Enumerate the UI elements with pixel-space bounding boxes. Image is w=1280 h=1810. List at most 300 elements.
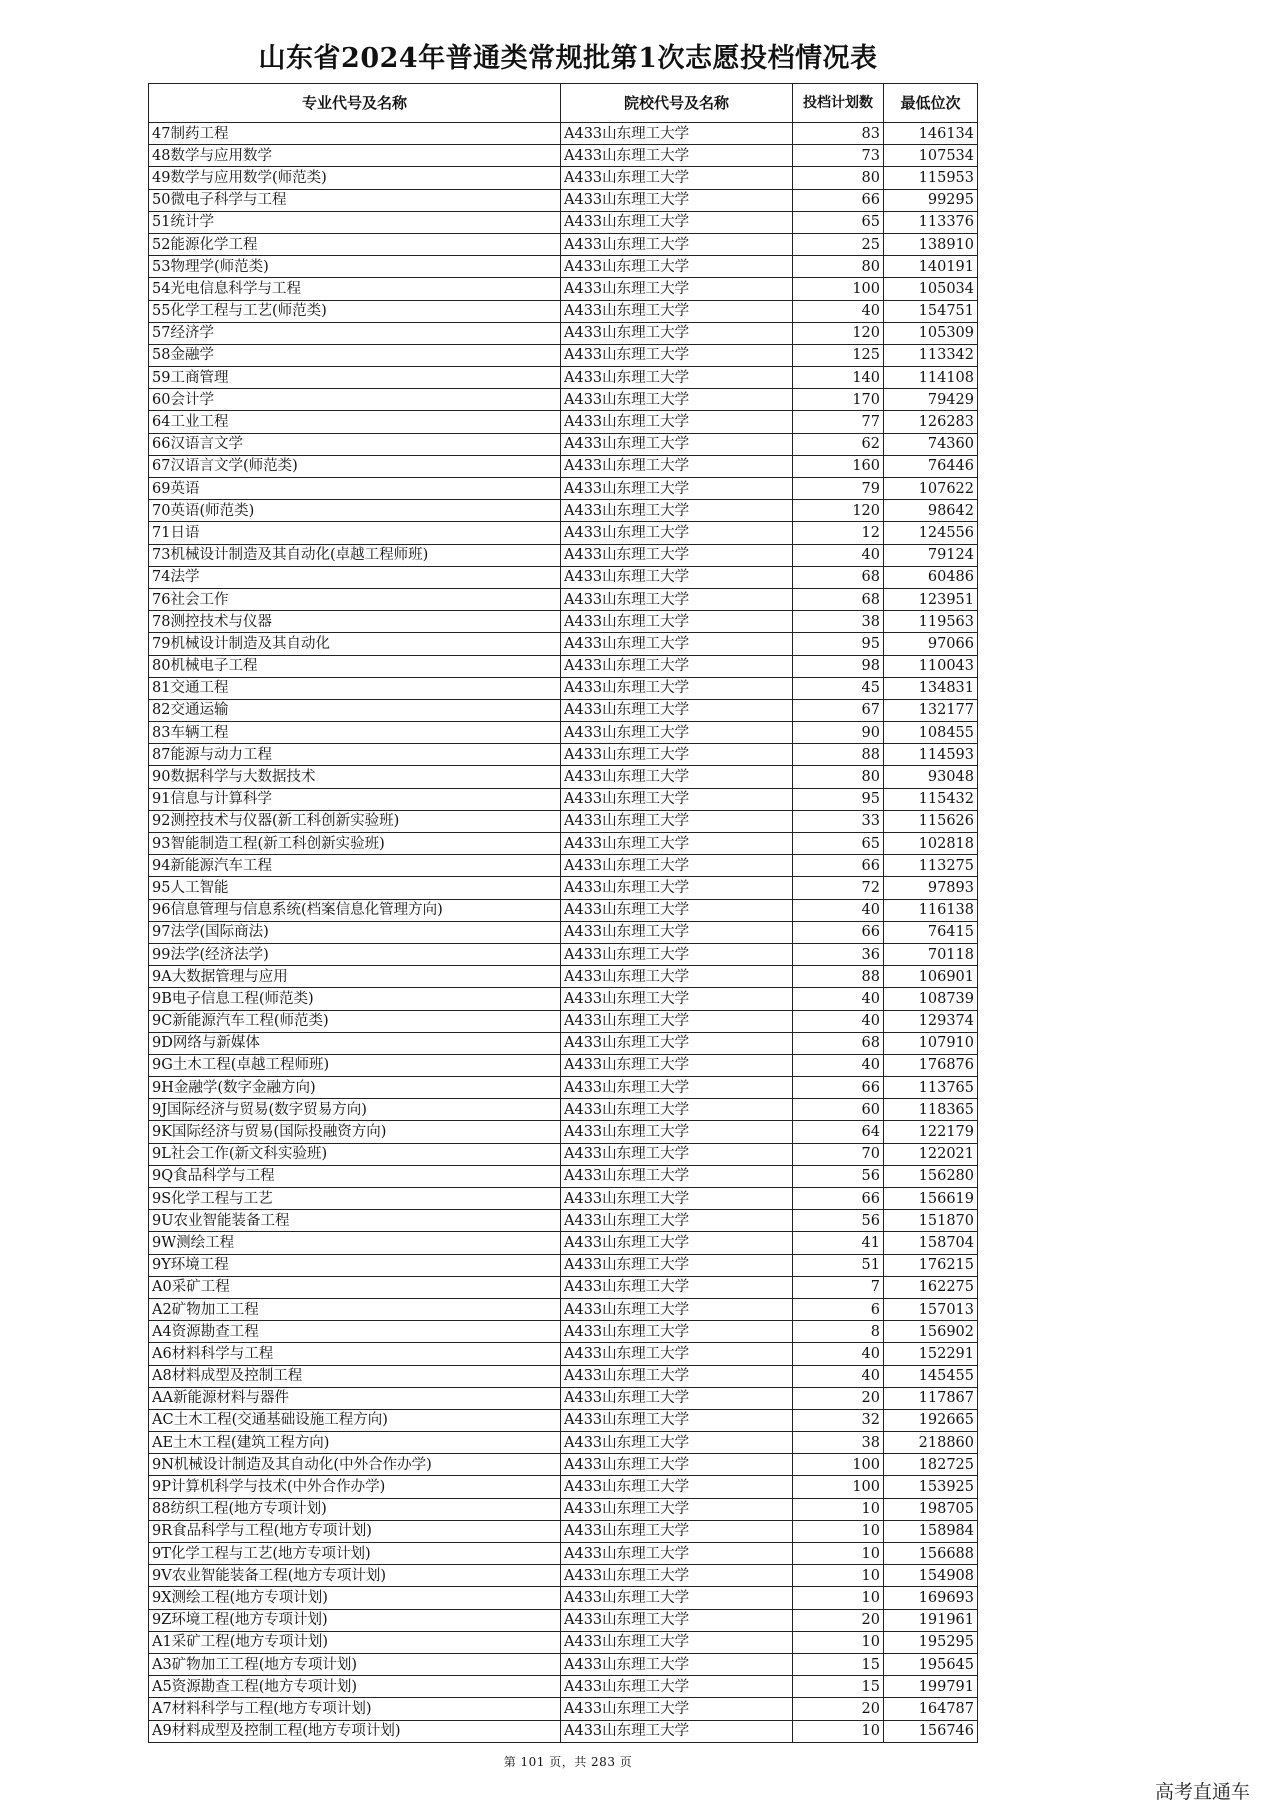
plan-cell: 40: [793, 1343, 884, 1365]
table-row: [149, 1298, 978, 1320]
table-row: [149, 256, 978, 278]
plan-cell: 40: [793, 1365, 884, 1387]
school-cell: A433山东理工大学: [561, 1409, 793, 1431]
page-title: 山东省2024年普通类常规批第1次志愿投档情况表: [258, 43, 878, 74]
plan-cell: 40: [793, 988, 884, 1010]
major-cell: 53物理学(师范类): [149, 256, 561, 278]
plan-cell: 100: [793, 1476, 884, 1498]
rank-cell: 169693: [884, 1587, 978, 1609]
table-row: [149, 278, 978, 300]
plan-cell: 10: [793, 1543, 884, 1565]
school-cell: A433山东理工大学: [561, 1476, 793, 1498]
table-row: [149, 1077, 978, 1099]
rank-cell: 113765: [884, 1077, 978, 1099]
major-cell: 64工业工程: [149, 411, 561, 433]
plan-cell: 56: [793, 1165, 884, 1187]
major-cell: 9U农业智能装备工程: [149, 1210, 561, 1232]
rank-cell: 192665: [884, 1409, 978, 1431]
rank-cell: 119563: [884, 611, 978, 633]
major-cell: A6材料科学与工程: [149, 1343, 561, 1365]
plan-cell: 10: [793, 1720, 884, 1742]
table-row: [149, 211, 978, 233]
major-cell: 80机械电子工程: [149, 655, 561, 677]
plan-cell: 67: [793, 699, 884, 721]
rank-cell: 115626: [884, 810, 978, 832]
plan-cell: 125: [793, 344, 884, 366]
plan-cell: 38: [793, 1432, 884, 1454]
table-row: [149, 1520, 978, 1542]
table-row: [149, 744, 978, 766]
table-row: [149, 522, 978, 544]
school-cell: A433山东理工大学: [561, 1343, 793, 1365]
plan-cell: 45: [793, 677, 884, 699]
plan-cell: 15: [793, 1676, 884, 1698]
major-cell: 71日语: [149, 522, 561, 544]
plan-cell: 40: [793, 899, 884, 921]
table-row: [149, 566, 978, 588]
school-cell: A433山东理工大学: [561, 211, 793, 233]
major-cell: 66汉语言文学: [149, 433, 561, 455]
plan-cell: 41: [793, 1232, 884, 1254]
school-cell: A433山东理工大学: [561, 1720, 793, 1742]
table-row: [149, 1254, 978, 1276]
rank-cell: 134831: [884, 677, 978, 699]
plan-cell: 10: [793, 1498, 884, 1520]
major-cell: 9D网络与新媒体: [149, 1032, 561, 1054]
plan-cell: 66: [793, 921, 884, 943]
table-row: [149, 677, 978, 699]
rank-cell: 132177: [884, 699, 978, 721]
major-cell: 9C新能源汽车工程(师范类): [149, 1010, 561, 1032]
rank-cell: 98642: [884, 500, 978, 522]
admission-table: [148, 83, 978, 1743]
table-row: [149, 1454, 978, 1476]
plan-cell: 8: [793, 1321, 884, 1343]
rank-cell: 113275: [884, 855, 978, 877]
table-row: [149, 1143, 978, 1165]
rank-cell: 126283: [884, 411, 978, 433]
major-cell: A9材料成型及控制工程(地方专项计划): [149, 1720, 561, 1742]
school-cell: A433山东理工大学: [561, 921, 793, 943]
table-row: [149, 433, 978, 455]
table-row: [149, 233, 978, 255]
plan-cell: 40: [793, 1010, 884, 1032]
plan-cell: 77: [793, 411, 884, 433]
major-cell: 48数学与应用数学: [149, 145, 561, 167]
school-cell: A433山东理工大学: [561, 344, 793, 366]
table-row: [149, 1188, 978, 1210]
table-row: [149, 1276, 978, 1298]
school-cell: A433山东理工大学: [561, 1188, 793, 1210]
rank-cell: 156280: [884, 1165, 978, 1187]
plan-cell: 95: [793, 633, 884, 655]
major-cell: 78测控技术与仪器: [149, 611, 561, 633]
school-cell: A433山东理工大学: [561, 455, 793, 477]
major-cell: 90数据科学与大数据技术: [149, 766, 561, 788]
table-row: [149, 1232, 978, 1254]
school-cell: A433山东理工大学: [561, 367, 793, 389]
major-cell: 9K国际经济与贸易(国际投融资方向): [149, 1121, 561, 1143]
rank-cell: 117867: [884, 1387, 978, 1409]
rank-cell: 99295: [884, 189, 978, 211]
major-cell: 82交通运输: [149, 699, 561, 721]
plan-cell: 40: [793, 544, 884, 566]
major-cell: 60会计学: [149, 389, 561, 411]
table-row: [149, 167, 978, 189]
school-cell: A433山东理工大学: [561, 788, 793, 810]
table-body: [149, 123, 978, 1743]
rank-cell: 199791: [884, 1676, 978, 1698]
school-cell: A433山东理工大学: [561, 256, 793, 278]
rank-cell: 164787: [884, 1698, 978, 1720]
major-cell: 79机械设计制造及其自动化: [149, 633, 561, 655]
school-cell: A433山东理工大学: [561, 899, 793, 921]
plan-cell: 20: [793, 1387, 884, 1409]
rank-cell: 74360: [884, 433, 978, 455]
plan-cell: 10: [793, 1631, 884, 1653]
school-cell: A433山东理工大学: [561, 566, 793, 588]
plan-cell: 140: [793, 367, 884, 389]
major-cell: A4资源勘查工程: [149, 1321, 561, 1343]
table-row: [149, 322, 978, 344]
table-row: [149, 1698, 978, 1720]
rank-cell: 116138: [884, 899, 978, 921]
rank-cell: 162275: [884, 1276, 978, 1298]
rank-cell: 114593: [884, 744, 978, 766]
school-cell: A433山东理工大学: [561, 744, 793, 766]
plan-cell: 7: [793, 1276, 884, 1298]
table-row: [149, 1587, 978, 1609]
school-cell: A433山东理工大学: [561, 478, 793, 500]
major-cell: 57经济学: [149, 322, 561, 344]
plan-cell: 32: [793, 1409, 884, 1431]
table-row: [149, 1676, 978, 1698]
rank-cell: 107534: [884, 145, 978, 167]
table-row: [149, 500, 978, 522]
plan-cell: 36: [793, 943, 884, 965]
rank-cell: 146134: [884, 123, 978, 145]
plan-cell: 90: [793, 722, 884, 744]
rank-cell: 105034: [884, 278, 978, 300]
major-cell: 9V农业智能装备工程(地方专项计划): [149, 1565, 561, 1587]
plan-cell: 80: [793, 766, 884, 788]
major-cell: AA新能源材料与器件: [149, 1387, 561, 1409]
school-cell: A433山东理工大学: [561, 877, 793, 899]
major-cell: 95人工智能: [149, 877, 561, 899]
plan-cell: 33: [793, 810, 884, 832]
school-cell: A433山东理工大学: [561, 833, 793, 855]
school-cell: A433山东理工大学: [561, 1143, 793, 1165]
plan-cell: 68: [793, 566, 884, 588]
school-cell: A433山东理工大学: [561, 1587, 793, 1609]
school-cell: A433山东理工大学: [561, 500, 793, 522]
header-school: 院校代号及名称: [561, 84, 793, 123]
school-cell: A433山东理工大学: [561, 1432, 793, 1454]
school-cell: A433山东理工大学: [561, 544, 793, 566]
table-row: [149, 300, 978, 322]
rank-cell: 97893: [884, 877, 978, 899]
rank-cell: 158984: [884, 1520, 978, 1542]
plan-cell: 120: [793, 322, 884, 344]
school-cell: A433山东理工大学: [561, 278, 793, 300]
plan-cell: 66: [793, 855, 884, 877]
plan-cell: 100: [793, 278, 884, 300]
major-cell: 69英语: [149, 478, 561, 500]
rank-cell: 124556: [884, 522, 978, 544]
table-row: [149, 123, 978, 145]
school-cell: A433山东理工大学: [561, 677, 793, 699]
table-row: [149, 921, 978, 943]
school-cell: A433山东理工大学: [561, 855, 793, 877]
table-row: [149, 1365, 978, 1387]
rank-cell: 114108: [884, 367, 978, 389]
table-row: [149, 478, 978, 500]
rank-cell: 97066: [884, 633, 978, 655]
school-cell: A433山东理工大学: [561, 1543, 793, 1565]
school-cell: A433山东理工大学: [561, 1321, 793, 1343]
major-cell: 9X测绘工程(地方专项计划): [149, 1587, 561, 1609]
school-cell: A433山东理工大学: [561, 1498, 793, 1520]
school-cell: A433山东理工大学: [561, 389, 793, 411]
school-cell: A433山东理工大学: [561, 167, 793, 189]
rank-cell: 118365: [884, 1099, 978, 1121]
plan-cell: 10: [793, 1587, 884, 1609]
plan-cell: 70: [793, 1143, 884, 1165]
school-cell: A433山东理工大学: [561, 966, 793, 988]
rank-cell: 129374: [884, 1010, 978, 1032]
plan-cell: 95: [793, 788, 884, 810]
watermark: 高考直通车: [1155, 1781, 1251, 1803]
major-cell: 70英语(师范类): [149, 500, 561, 522]
major-cell: 9R食品科学与工程(地方专项计划): [149, 1520, 561, 1542]
table-row: [149, 943, 978, 965]
table-row: [149, 1476, 978, 1498]
school-cell: A433山东理工大学: [561, 300, 793, 322]
table-row: [149, 544, 978, 566]
table-row: [149, 367, 978, 389]
school-cell: A433山东理工大学: [561, 322, 793, 344]
table-row: [149, 1387, 978, 1409]
school-cell: A433山东理工大学: [561, 1276, 793, 1298]
table-row: [149, 344, 978, 366]
rank-cell: 79429: [884, 389, 978, 411]
rank-cell: 151870: [884, 1210, 978, 1232]
major-cell: 54光电信息科学与工程: [149, 278, 561, 300]
school-cell: A433山东理工大学: [561, 1454, 793, 1476]
plan-cell: 80: [793, 167, 884, 189]
plan-cell: 160: [793, 455, 884, 477]
rank-cell: 158704: [884, 1232, 978, 1254]
major-cell: 58金融学: [149, 344, 561, 366]
major-cell: 91信息与计算科学: [149, 788, 561, 810]
table-row: [149, 1121, 978, 1143]
rank-cell: 195295: [884, 1631, 978, 1653]
school-cell: A433山东理工大学: [561, 1653, 793, 1675]
table-row: [149, 389, 978, 411]
rank-cell: 154751: [884, 300, 978, 322]
major-cell: 9S化学工程与工艺: [149, 1188, 561, 1210]
plan-cell: 68: [793, 1032, 884, 1054]
plan-cell: 66: [793, 189, 884, 211]
rank-cell: 156688: [884, 1543, 978, 1565]
header-major: 专业代号及名称: [149, 84, 561, 123]
plan-cell: 88: [793, 966, 884, 988]
rank-cell: 102818: [884, 833, 978, 855]
major-cell: A5资源勘查工程(地方专项计划): [149, 1676, 561, 1698]
plan-cell: 15: [793, 1653, 884, 1675]
rank-cell: 145455: [884, 1365, 978, 1387]
table-row: [149, 411, 978, 433]
table-row: [149, 1409, 978, 1431]
major-cell: 9P计算机科学与技术(中外合作办学): [149, 1476, 561, 1498]
major-cell: 74法学: [149, 566, 561, 588]
rank-cell: 79124: [884, 544, 978, 566]
table-row: [149, 1720, 978, 1742]
table-row: [149, 1032, 978, 1054]
rank-cell: 115953: [884, 167, 978, 189]
school-cell: A433山东理工大学: [561, 189, 793, 211]
table-row: [149, 1054, 978, 1076]
major-cell: A8材料成型及控制工程: [149, 1365, 561, 1387]
school-cell: A433山东理工大学: [561, 1698, 793, 1720]
rank-cell: 157013: [884, 1298, 978, 1320]
table-row: [149, 1010, 978, 1032]
plan-cell: 60: [793, 1099, 884, 1121]
table-row: [149, 988, 978, 1010]
major-cell: 52能源化学工程: [149, 233, 561, 255]
table-row: [149, 189, 978, 211]
rank-cell: 123951: [884, 588, 978, 610]
major-cell: 9A大数据管理与应用: [149, 966, 561, 988]
plan-cell: 72: [793, 877, 884, 899]
table-row: [149, 1165, 978, 1187]
rank-cell: 110043: [884, 655, 978, 677]
school-cell: A433山东理工大学: [561, 1565, 793, 1587]
rank-cell: 76415: [884, 921, 978, 943]
table-row: [149, 145, 978, 167]
rank-cell: 156746: [884, 1720, 978, 1742]
major-cell: 92测控技术与仪器(新工科创新实验班): [149, 810, 561, 832]
school-cell: A433山东理工大学: [561, 1032, 793, 1054]
school-cell: A433山东理工大学: [561, 1121, 793, 1143]
major-cell: A2矿物加工工程: [149, 1298, 561, 1320]
table-row: [149, 1609, 978, 1631]
plan-cell: 120: [793, 500, 884, 522]
plan-cell: 73: [793, 145, 884, 167]
rank-cell: 176876: [884, 1054, 978, 1076]
rank-cell: 156902: [884, 1321, 978, 1343]
rank-cell: 70118: [884, 943, 978, 965]
plan-cell: 65: [793, 833, 884, 855]
major-cell: 93智能制造工程(新工科创新实验班): [149, 833, 561, 855]
rank-cell: 105309: [884, 322, 978, 344]
school-cell: A433山东理工大学: [561, 411, 793, 433]
rank-cell: 76446: [884, 455, 978, 477]
rank-cell: 113376: [884, 211, 978, 233]
school-cell: A433山东理工大学: [561, 1165, 793, 1187]
school-cell: A433山东理工大学: [561, 1077, 793, 1099]
school-cell: A433山东理工大学: [561, 633, 793, 655]
table-row: [149, 788, 978, 810]
school-cell: A433山东理工大学: [561, 766, 793, 788]
major-cell: AC土木工程(交通基础设施工程方向): [149, 1409, 561, 1431]
table-row: [149, 1565, 978, 1587]
school-cell: A433山东理工大学: [561, 1520, 793, 1542]
major-cell: 76社会工作: [149, 588, 561, 610]
rank-cell: 113342: [884, 344, 978, 366]
plan-cell: 62: [793, 433, 884, 455]
plan-cell: 6: [793, 1298, 884, 1320]
school-cell: A433山东理工大学: [561, 699, 793, 721]
major-cell: 55化学工程与工艺(师范类): [149, 300, 561, 322]
rank-cell: 107622: [884, 478, 978, 500]
major-cell: 73机械设计制造及其自动化(卓越工程师班): [149, 544, 561, 566]
table-row: [149, 1543, 978, 1565]
plan-cell: 66: [793, 1077, 884, 1099]
rank-cell: 198705: [884, 1498, 978, 1520]
major-cell: 51统计学: [149, 211, 561, 233]
header-plan: 投档计划数: [793, 84, 884, 123]
plan-cell: 56: [793, 1210, 884, 1232]
major-cell: 81交通工程: [149, 677, 561, 699]
rank-cell: 106901: [884, 966, 978, 988]
table-row: [149, 833, 978, 855]
table-row: [149, 766, 978, 788]
plan-cell: 40: [793, 300, 884, 322]
major-cell: 9Y环境工程: [149, 1254, 561, 1276]
rank-cell: 138910: [884, 233, 978, 255]
major-cell: 9T化学工程与工艺(地方专项计划): [149, 1543, 561, 1565]
rank-cell: 60486: [884, 566, 978, 588]
plan-cell: 25: [793, 233, 884, 255]
major-cell: A3矿物加工工程(地方专项计划): [149, 1653, 561, 1675]
school-cell: A433山东理工大学: [561, 1298, 793, 1320]
page-footer: 第 101 页，共 283 页: [503, 1755, 633, 1769]
table-row: [149, 877, 978, 899]
school-cell: A433山东理工大学: [561, 1254, 793, 1276]
table-row: [149, 1653, 978, 1675]
table-row: [149, 699, 978, 721]
major-cell: 9N机械设计制造及其自动化(中外合作办学): [149, 1454, 561, 1476]
rank-cell: 93048: [884, 766, 978, 788]
table-row: [149, 1631, 978, 1653]
table-row: [149, 1321, 978, 1343]
rank-cell: 153925: [884, 1476, 978, 1498]
rank-cell: 176215: [884, 1254, 978, 1276]
plan-cell: 66: [793, 1188, 884, 1210]
major-cell: A7材料科学与工程(地方专项计划): [149, 1698, 561, 1720]
table-row: [149, 966, 978, 988]
major-cell: 9B电子信息工程(师范类): [149, 988, 561, 1010]
plan-cell: 10: [793, 1520, 884, 1542]
major-cell: 9W测绘工程: [149, 1232, 561, 1254]
rank-cell: 122021: [884, 1143, 978, 1165]
plan-cell: 51: [793, 1254, 884, 1276]
plan-cell: 100: [793, 1454, 884, 1476]
rank-cell: 115432: [884, 788, 978, 810]
school-cell: A433山东理工大学: [561, 611, 793, 633]
school-cell: A433山东理工大学: [561, 1232, 793, 1254]
table-header-row: [149, 84, 978, 123]
plan-cell: 38: [793, 611, 884, 633]
table-row: [149, 810, 978, 832]
school-cell: A433山东理工大学: [561, 1099, 793, 1121]
major-cell: 9Q食品科学与工程: [149, 1165, 561, 1187]
rank-cell: 108455: [884, 722, 978, 744]
plan-cell: 64: [793, 1121, 884, 1143]
table-row: [149, 1498, 978, 1520]
rank-cell: 107910: [884, 1032, 978, 1054]
